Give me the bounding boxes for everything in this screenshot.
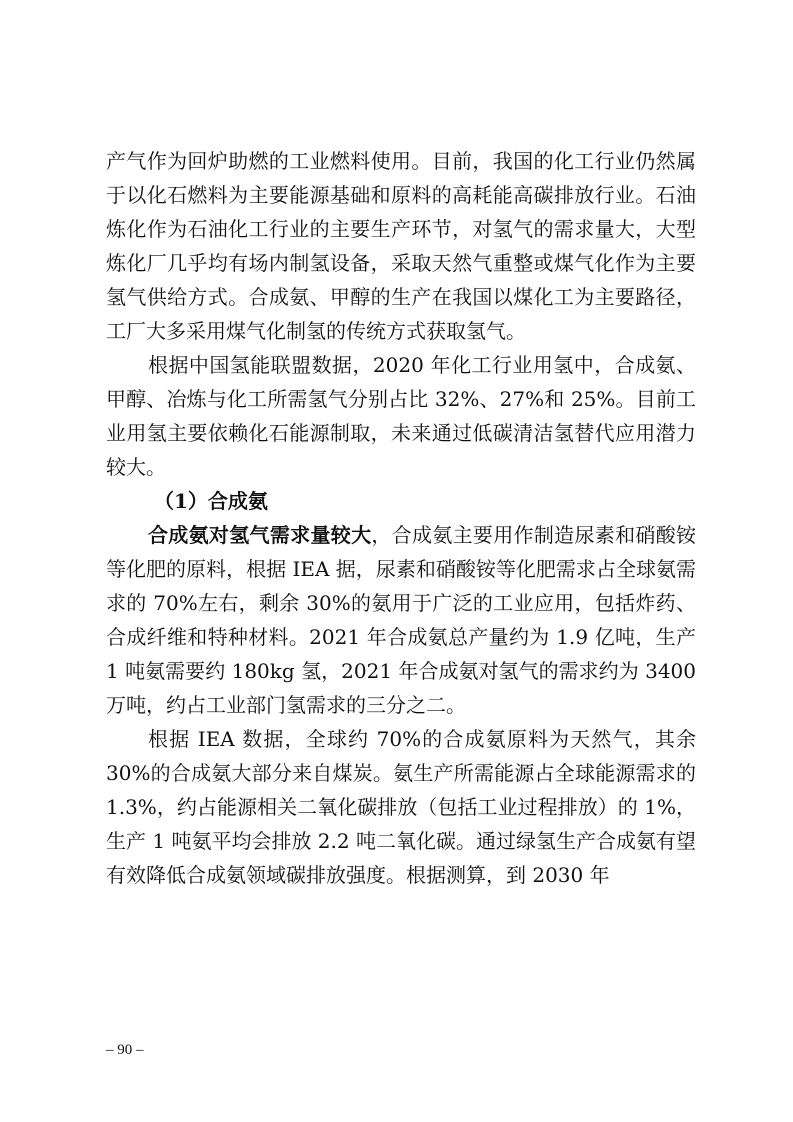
- body-text: [106, 144, 696, 892]
- section-heading: （1）合成氨: [154, 489, 268, 513]
- paragraph-3-body: ，合成氨主要用作制造尿素和硝酸铵等化肥的原料，根据 IEA 据，尿素和硝酸铵等化肥需求占全球氨需求的 70%左右，剩余 30%的氨用于广泛的工业应用，包括炸药、合成纤维和特种材料。2021 年合成氨总产量约为 1.9 亿吨，生产 1 吨氨需要约 180kg 氢，2021 年合成氨对氢气的需求约为 3400 万吨，约占工业部门氢需求的三分之二。: [106, 523, 697, 717]
- paragraph-3-lead: 合成氨对氢气需求量较大: [148, 523, 372, 547]
- paragraph-3: [106, 518, 696, 722]
- paragraph-1: 产气作为回炉助燃的工业燃料使用。目前，我国的化工行业仍然属于以化石燃料为主要能源基础和原料的高耗能高碳排放行业。石油炼化作为石油化工行业的主要生产环节，对氢气的需求量大，大型炼化厂几乎均有场内制氢设备，采取天然气重整或煤气化作为主要氢气供给方式。合成氨、甲醇的生产在我国以煤化工为主要路径，工厂大多采用煤气化制氢的传统方式获取氢气。: [106, 149, 696, 343]
- page-number: – 90 –: [106, 1042, 144, 1058]
- paragraph-4: 根据 IEA 数据，全球约 70%的合成氨原料为天然气，其余 30%的合成氨大部分来自煤炭。氨生产所需能源占全球能源需求的 1.3%，约占能源相关二氧化碳排放（包括工业过程排放）的 1%，生产 1 吨氨平均会排放 2.2 吨二氧化碳。通过绿氢生产合成氨有望有效降低合成氨领域碳排放强度。根据测算，到 2030 年: [106, 727, 696, 887]
- paragraph-2: 根据中国氢能联盟数据，2020 年化工行业用氢中，合成氨、甲醇、冶炼与化工所需氢气分别占比 32%、27%和 25%。目前工业用氢主要依赖化石能源制取，未来通过低碳清洁氢替代应用潜力较大。: [106, 353, 696, 479]
